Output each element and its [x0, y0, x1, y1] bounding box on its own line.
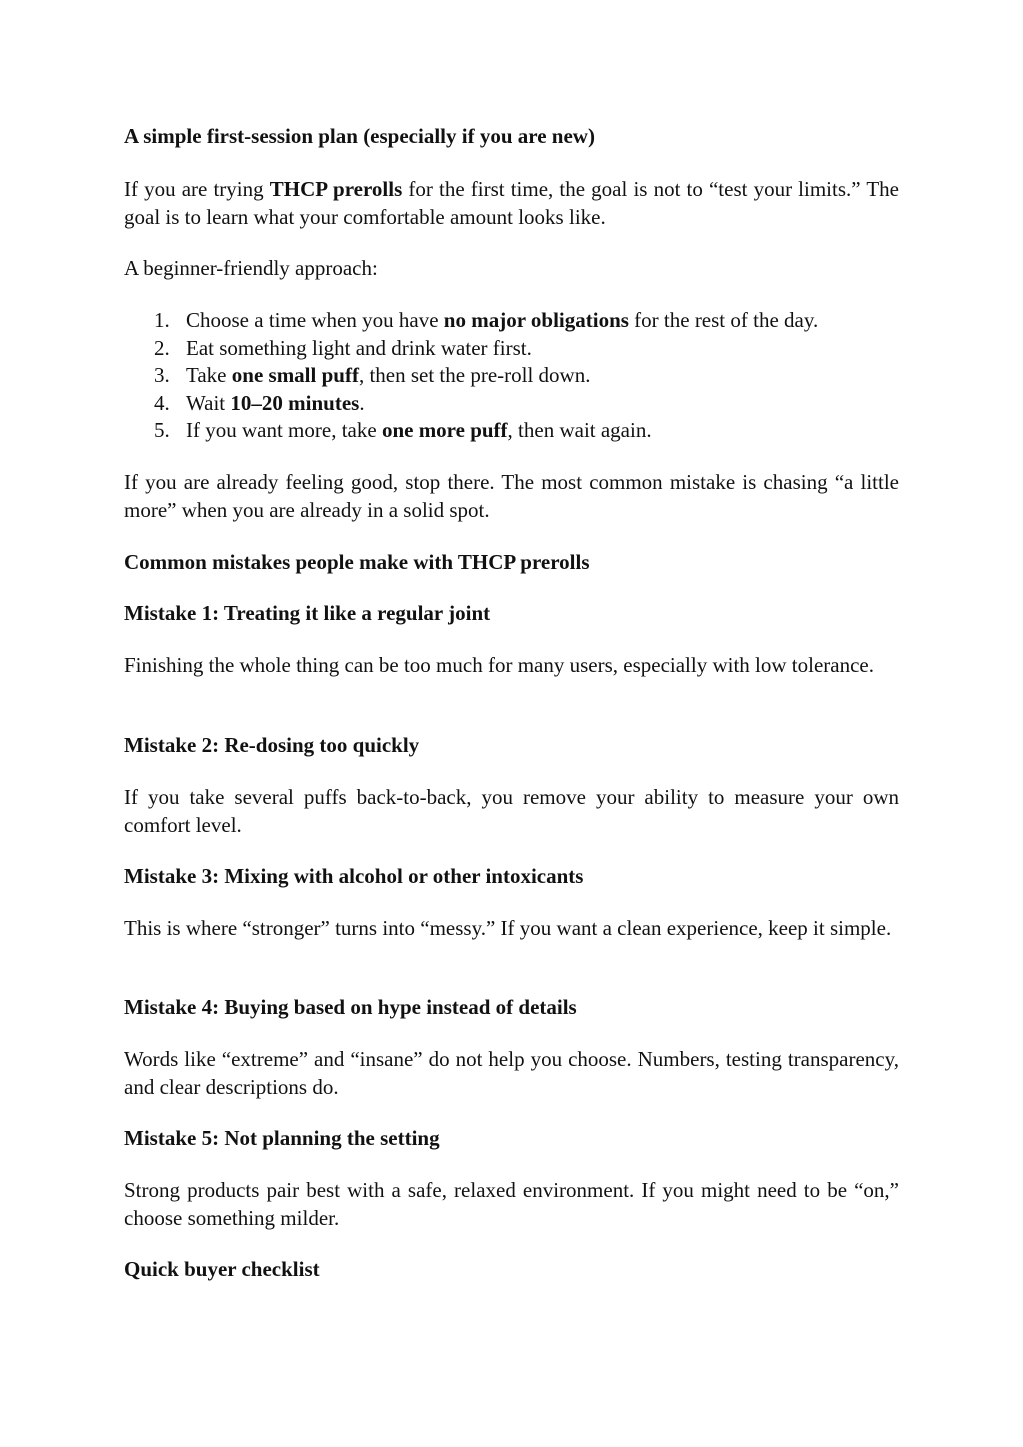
list-item [124, 335, 899, 363]
mistake-4-title: Mistake 4: Buying based on hype instead of details [124, 995, 577, 1019]
approach-label: A beginner-friendly approach: [124, 256, 378, 280]
mistake-1-title: Mistake 1: Treating it like a regular joint [124, 601, 491, 625]
intro-text: If you are trying [124, 177, 270, 201]
step-text-end: , then set the pre-roll down. [358, 363, 591, 387]
step-text: Eat something light and drink water first. [186, 335, 532, 360]
section-heading-mistakes: Common mistakes people make with THCP prerolls [124, 550, 590, 574]
step-text: Choose a time when you have [186, 308, 444, 332]
step-bold: no major obligations [443, 308, 629, 332]
mistake-5-title: Mistake 5: Not planning the setting [124, 1126, 440, 1150]
list-item [124, 390, 899, 418]
mistake-1-body: Finishing the whole thing can be too much for many users, especially with low tolerance. [124, 653, 874, 677]
step-text: Take [186, 363, 232, 387]
step-text-end: . [359, 390, 365, 415]
list-number: 1. [154, 308, 170, 332]
mistake-5-body: Strong products pair best with a safe, relaxed environment. If you might need to be “on,” choose something milder. [124, 1178, 899, 1230]
mistake-3-body: This is where “stronger” turns into “messy.” If you want a clean experience, keep it simple. [124, 916, 892, 940]
section-heading-checklist: Quick buyer checklist [124, 1257, 320, 1281]
step-text: If you want more, take [186, 418, 382, 442]
intro-paragraph [124, 176, 899, 231]
mistake-2-title: Mistake 2: Re-dosing too quickly [124, 733, 420, 757]
stop-paragraph: If you are already feeling good, stop there. The most common mistake is chasing “a little more” when you are already in a solid spot. [124, 470, 899, 522]
list-number: 4. [154, 390, 170, 415]
step-text-end: , then wait again. [507, 418, 652, 442]
step-text: Wait [186, 390, 231, 415]
intro-bold: THCP prerolls [269, 177, 403, 201]
list-number: 5. [154, 418, 170, 442]
step-text-end: for the rest of the day. [628, 308, 819, 332]
step-bold: one more puff [381, 418, 508, 442]
mistake-4-body: Words like “extreme” and “insane” do not help you choose. Numbers, testing transparency, and clear descriptions do. [124, 1047, 899, 1099]
steps-list [124, 307, 899, 445]
list-number: 3. [154, 363, 170, 387]
step-bold: 10–20 minutes [230, 390, 360, 415]
list-item [124, 307, 899, 335]
intro-text-end: for the first time, the goal is not to “test your limits.” The goal is to learn what your comfortable amount looks like. [124, 177, 899, 229]
section-heading-first-session: A simple first-session plan (especially if you are new) [124, 124, 595, 148]
mistake-2-body: If you take several puffs back-to-back, you remove your ability to measure your own comfort level. [124, 785, 899, 837]
list-item [124, 362, 899, 390]
list-number: 2. [154, 335, 170, 360]
mistake-3-title: Mistake 3: Mixing with alcohol or other intoxicants [124, 864, 584, 888]
list-item [124, 417, 899, 445]
step-bold: one small puff [231, 363, 359, 387]
